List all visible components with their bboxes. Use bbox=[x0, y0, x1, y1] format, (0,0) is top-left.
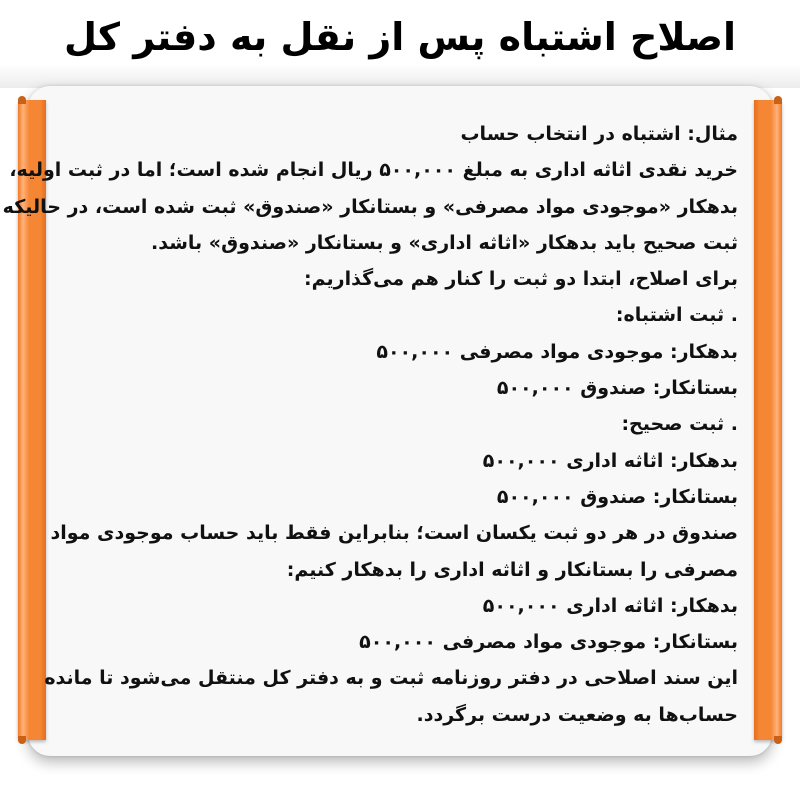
analysis-line: مصرفی را بستانکار و اثاثه اداری را بدهکار کنیم: bbox=[286, 558, 738, 581]
analysis-block bbox=[50, 515, 738, 588]
description-line: ثبت صحیح باید بدهکار «اثاثه اداری» و بستانکار «صندوق» باشد. bbox=[151, 231, 738, 254]
title-shadow-band bbox=[0, 64, 800, 88]
ribbon-fold-bottom bbox=[18, 736, 26, 744]
example-heading: مثال: اشتباه در انتخاب حساب bbox=[460, 123, 738, 145]
page-title: اصلاح اشتباه پس از نقل به دفتر کل bbox=[64, 15, 736, 59]
conclusion-line: این سند اصلاحی در دفتر روزنامه ثبت و به دفتر کل منتقل می‌شود تا مانده bbox=[44, 667, 738, 690]
conclusion-line: حساب‌ها به وضعیت درست برگردد. bbox=[416, 703, 738, 726]
card-body bbox=[2, 116, 738, 733]
correct-entry-block bbox=[62, 406, 738, 515]
correcting-entry-credit: بستانکار: موجودی مواد مصرفی ۵۰۰,۰۰۰ bbox=[359, 631, 738, 654]
wrong-entry-debit: بدهکار: موجودی مواد مصرفی ۵۰۰,۰۰۰ bbox=[376, 340, 738, 363]
example-description bbox=[2, 152, 738, 261]
correct-entry-debit: بدهکار: اثاثه اداری ۵۰۰,۰۰۰ bbox=[482, 449, 738, 472]
description-line: بدهکار «موجودی مواد مصرفی» و بستانکار «صندوق» ثبت شده است، در حالیکه bbox=[2, 195, 738, 218]
ribbon-fold-top bbox=[18, 96, 26, 104]
right-orange-ribbon bbox=[754, 100, 782, 740]
ribbon-fold-top bbox=[774, 96, 782, 104]
correct-entry-credit: بستانکار: صندوق ۵۰۰,۰۰۰ bbox=[496, 485, 738, 508]
correcting-entry-debit: بدهکار: اثاثه اداری ۵۰۰,۰۰۰ bbox=[482, 594, 738, 617]
wrong-entry-block bbox=[62, 297, 738, 406]
wrong-entry-credit: بستانکار: صندوق ۵۰۰,۰۰۰ bbox=[496, 377, 738, 400]
correcting-entry-block bbox=[62, 588, 738, 661]
correct-entry-label: . ثبت صحیح: bbox=[621, 413, 738, 436]
wrong-entry-label: . ثبت اشتباه: bbox=[615, 304, 738, 327]
conclusion-block bbox=[44, 660, 738, 733]
analysis-line: صندوق در هر دو ثبت یکسان است؛ بنابراین فقط باید حساب موجودی مواد bbox=[50, 522, 738, 545]
description-line: خرید نقدی اثاثه اداری به مبلغ ۵۰۰,۰۰۰ ریال انجام شده است؛ اما در ثبت اولیه، bbox=[9, 159, 738, 182]
ribbon-fold-bottom bbox=[774, 736, 782, 744]
correction-intro: برای اصلاح، ابتدا دو ثبت را کنار هم می‌گذاریم: bbox=[304, 268, 738, 291]
